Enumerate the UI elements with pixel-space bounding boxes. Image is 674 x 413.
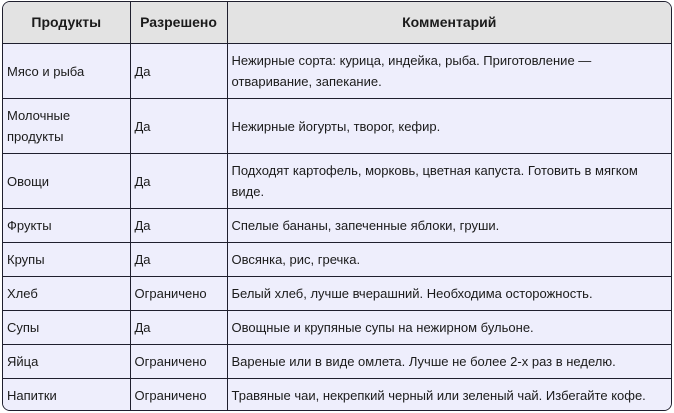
table-row [3, 345, 671, 379]
cell-allowed: Да [130, 99, 227, 154]
cell-comment: Овсянка, рис, гречка. [227, 243, 671, 277]
cell-comment: Нежирные йогурты, творог, кефир. [227, 99, 671, 154]
cell-comment: Овощные и крупяные супы на нежирном бульоне. [227, 311, 671, 345]
cell-product: Овощи [3, 154, 130, 209]
header-comment: Комментарий [227, 2, 671, 44]
cell-product: Фрукты [3, 209, 130, 243]
cell-allowed: Ограничено [130, 345, 227, 379]
cell-comment: Травяные чаи, некрепкий черный или зеленый чай. Избегайте кофе. [227, 379, 671, 412]
cell-product: Крупы [3, 243, 130, 277]
table-row [3, 277, 671, 311]
cell-comment: Белый хлеб, лучше вчерашний. Необходима осторожность. [227, 277, 671, 311]
table-row [3, 209, 671, 243]
table-header-row [3, 2, 671, 44]
cell-allowed: Да [130, 154, 227, 209]
cell-comment: Вареные или в виде омлета. Лучше не более 2-х раз в неделю. [227, 345, 671, 379]
table-row [3, 243, 671, 277]
table-row [3, 154, 671, 209]
cell-product: Молочные продукты [3, 99, 130, 154]
cell-product: Напитки [3, 379, 130, 412]
cell-product: Супы [3, 311, 130, 345]
cell-comment: Спелые бананы, запеченные яблоки, груши. [227, 209, 671, 243]
header-products: Продукты [3, 2, 130, 44]
diet-table [3, 2, 671, 411]
cell-comment: Подходят картофель, морковь, цветная капуста. Готовить в мягком виде. [227, 154, 671, 209]
cell-product: Хлеб [3, 277, 130, 311]
table-row [3, 379, 671, 412]
cell-product: Яйца [3, 345, 130, 379]
cell-allowed: Ограничено [130, 379, 227, 412]
table-row [3, 99, 671, 154]
cell-allowed: Да [130, 243, 227, 277]
header-allowed: Разрешено [130, 2, 227, 44]
cell-allowed: Да [130, 44, 227, 99]
cell-allowed: Ограничено [130, 277, 227, 311]
cell-allowed: Да [130, 311, 227, 345]
diet-table-container [2, 1, 672, 411]
cell-comment: Нежирные сорта: курица, индейка, рыба. Приготовление — отваривание, запекание. [227, 44, 671, 99]
cell-allowed: Да [130, 209, 227, 243]
cell-product: Мясо и рыба [3, 44, 130, 99]
table-row [3, 44, 671, 99]
table-row [3, 311, 671, 345]
